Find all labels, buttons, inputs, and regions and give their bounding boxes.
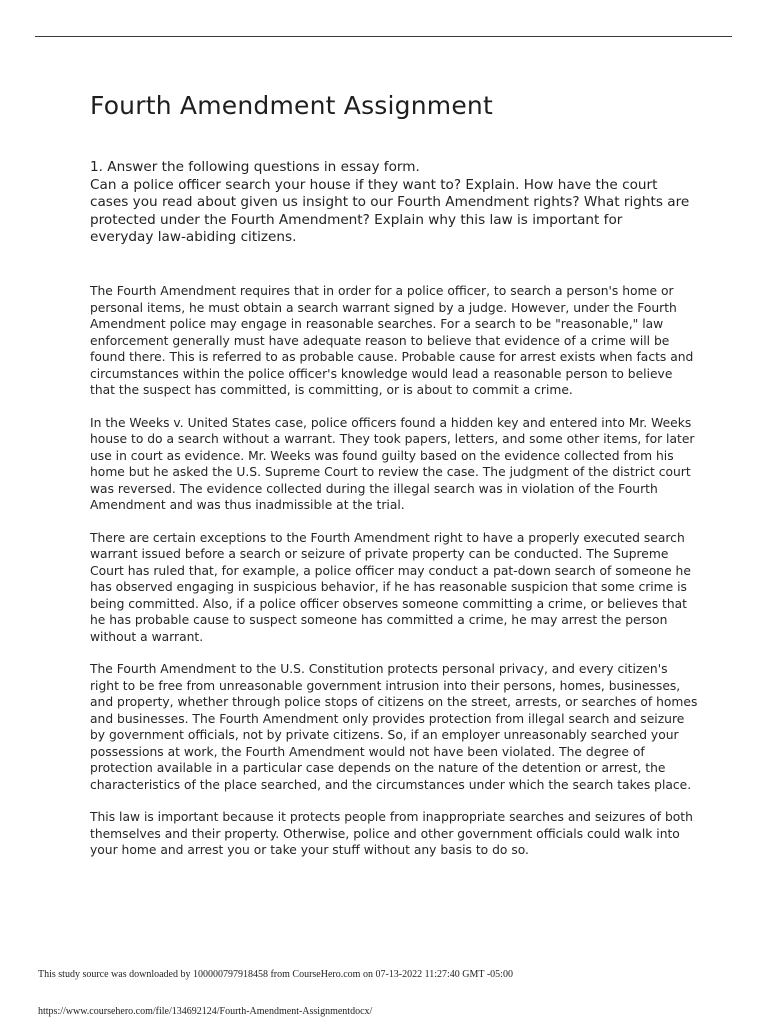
download-source-note: This study source was downloaded by 100000797918458 from CourseHero.com on 07-13-2022 11:27:40 GMT -05:00 bbox=[38, 969, 513, 980]
document-title: Fourth Amendment Assignment bbox=[90, 91, 493, 120]
source-url[interactable]: https://www.coursehero.com/file/134692124/Fourth-Amendment-Assignmentdocx/ bbox=[38, 1006, 373, 1017]
header-divider bbox=[35, 36, 732, 37]
assignment-question bbox=[90, 159, 690, 247]
question-prompt: Can a police officer search your house if they want to? Explain. How have the court cases you read about given us insight to our Fourth Amendment rights? What rights are protected under the Fourth Amendment? Explain why this law is important for everyday law-abiding citizens. bbox=[90, 176, 690, 245]
question-heading: 1. Answer the following questions in essay form. bbox=[90, 159, 420, 175]
essay-paragraph-probable-cause: The Fourth Amendment requires that in order for a police officer, to search a person's home or personal items, he must obtain a search warrant signed by a judge. However, under the Fourth Amendment police may engage in reasonable searches. For a search to be "reasonable," law enforcement generally must have adequate reason to believe that evidence of a crime will be found there. This is referred to as probable cause. Probable cause for arrest exists when facts and circumstances within the police officer's knowledge would lead a reasonable person to believe that the suspect has committed, is committing, or is about to commit a crime. bbox=[90, 284, 694, 397]
essay-paragraph-privacy: The Fourth Amendment to the U.S. Constitution protects personal privacy, and every citizen's right to be free from unreasonable government intrusion into their persons, homes, businesses, and property, whether through police stops of citizens on the street, arrests, or searches of homes and businesses. The Fourth Amendment only provides protection from illegal search and seizure by government officials, not by private citizens. So, if an employer unreasonably searched your possessions at work, the Fourth Amendment would not have been violated. The degree of protection available in a particular case depends on the nature of the detention or arrest, the characteristics of the place searched, and the circumstances under which the search takes place. bbox=[90, 662, 698, 792]
essay-paragraph-weeks-case: In the Weeks v. United States case, police officers found a hidden key and entered into Mr. Weeks house to do a search without a warrant. They took papers, letters, and some other items, for later use in court as evidence. Mr. Weeks was found guilty based on the evidence collected from his home but he asked the U.S. Supreme Court to review the case. The judgment of the district court was reversed. The evidence collected during the illegal search was in violation of the Fourth Amendment and was thus inadmissible at the trial. bbox=[90, 415, 695, 512]
essay-paragraph-importance: This law is important because it protects people from inappropriate searches and seizures of both themselves and their property. Otherwise, police and other government officials could walk into your home and arrest you or take your stuff without any basis to do so. bbox=[90, 810, 693, 857]
essay-body bbox=[90, 283, 700, 875]
essay-paragraph-exceptions: There are certain exceptions to the Fourth Amendment right to have a properly executed search warrant issued before a search or seizure of private property can be conducted. The Supreme Court has ruled that, for example, a police officer may conduct a pat-down search of someone he has observed engaging in suspicious behavior, if he has reasonable suspicion that some crime is being committed. Also, if a police officer observes someone committing a crime, or believes that he has probable cause to suspect someone has committed a crime, he may arrest the person without a warrant. bbox=[90, 530, 691, 644]
